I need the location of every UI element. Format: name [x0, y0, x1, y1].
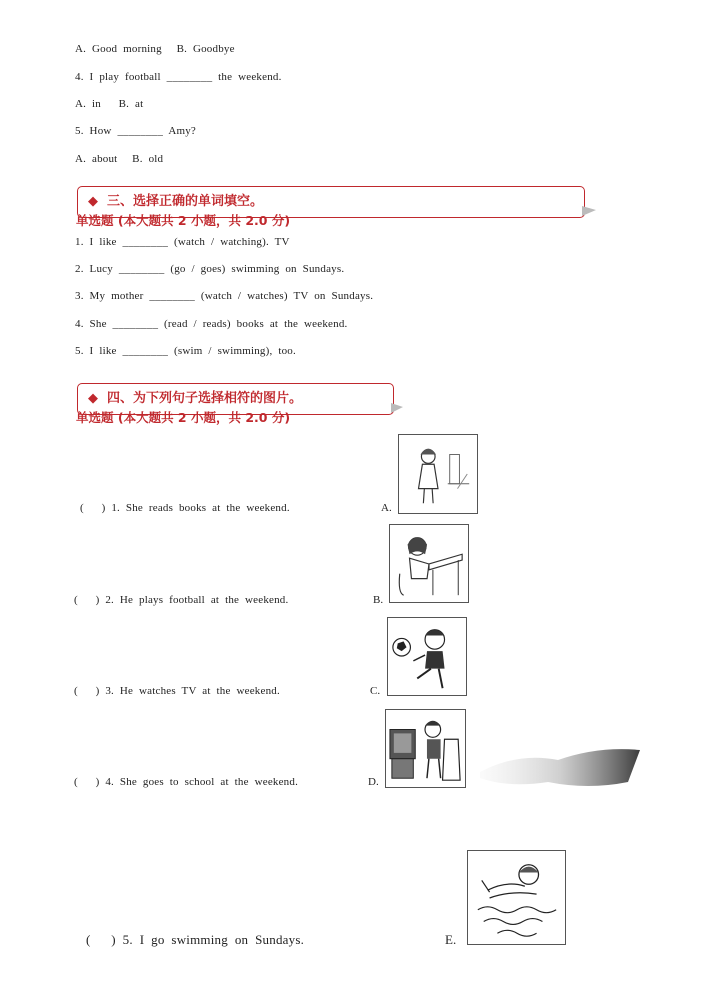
boy-watching-tv-icon — [385, 709, 466, 788]
picture-letter-c: C. — [370, 685, 381, 697]
section-4-item-2: ( ) 2. He plays football at the weekend. — [74, 594, 289, 606]
section-4-subtitle: 单选题 (本大题共 2 小题，共 2.0 分) — [76, 410, 291, 425]
picture-letter-e: E. — [445, 932, 457, 947]
picture-letter-b: B. — [373, 594, 384, 606]
swimmer-icon — [467, 850, 566, 945]
question-5: 5. How ________ Amy? — [75, 125, 197, 137]
section-3-item-5: 5. I like ________ (swim / swimming), too. — [75, 345, 296, 357]
picture-letter-d: D. — [368, 776, 379, 788]
section-3-subtitle: 单选题 (本大题共 2 小题，共 2.0 分) — [76, 213, 291, 228]
question-4: 4. I play football ________ the weekend. — [75, 71, 282, 83]
watermark-smudge-decoration — [478, 742, 643, 792]
girl-reading-at-desk-icon — [389, 524, 469, 603]
section-3-title: ◆ 三、选择正确的单词填空。 — [88, 194, 264, 209]
option-line-4: A. in B. at — [75, 98, 144, 110]
section-3-item-2: 2. Lucy ________ (go / goes) swimming on Sundays. — [75, 263, 345, 275]
option-line-5: A. about B. old — [75, 153, 164, 165]
section-4-item-1: ( ) 1. She reads books at the weekend. — [80, 502, 290, 514]
girl-picture-icon — [398, 434, 478, 514]
header-tail-decoration — [391, 403, 403, 415]
section-4-item-4: ( ) 4. She goes to school at the weekend. — [74, 776, 299, 788]
header-tail-decoration — [582, 206, 596, 218]
option-line-3: A. Good morning B. Goodbye — [75, 43, 235, 55]
section-4-item-3: ( ) 3. He watches TV at the weekend. — [74, 685, 280, 697]
section-4-item-5: ( ) 5. I go swimming on Sundays. — [86, 932, 305, 947]
section-3-item-3: 3. My mother ________ (watch / watches) TV on Sundays. — [75, 290, 374, 302]
section-3-item-4: 4. She ________ (read / reads) books at the weekend. — [75, 318, 348, 330]
picture-letter-a: A. — [381, 502, 392, 514]
section-4-title: ◆ 四、为下列句子选择相符的图片。 — [88, 391, 303, 406]
section-3-item-1: 1. I like ________ (watch / watching). TV — [75, 236, 290, 248]
boy-kicking-football-icon — [387, 617, 467, 696]
